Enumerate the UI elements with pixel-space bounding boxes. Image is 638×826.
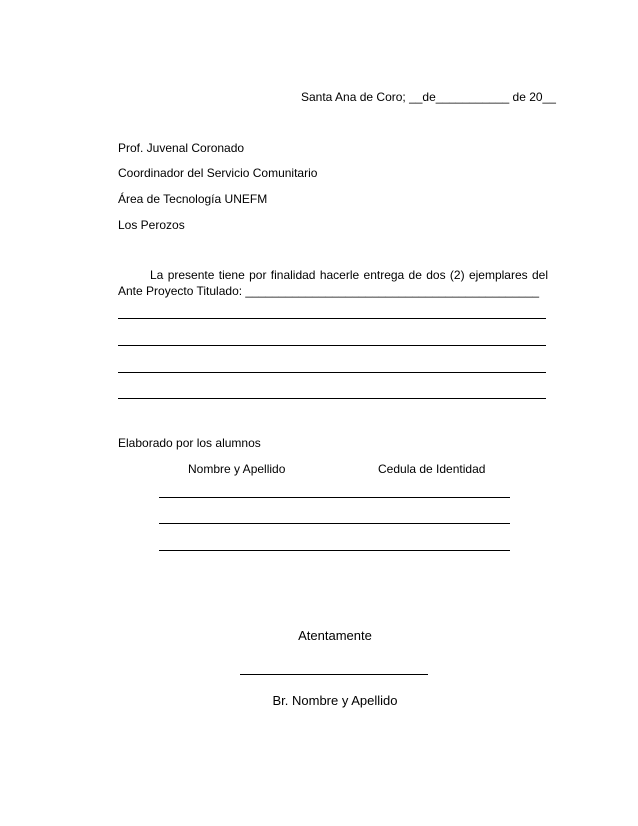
students-heading: Elaborado por los alumnos [118,436,261,450]
column-header-id: Cedula de Identidad [378,462,486,476]
date-line: Santa Ana de Coro; __de___________ de 20__ [301,90,556,104]
student-blank-line [159,550,510,551]
title-blank-line [118,318,546,319]
signature-name: Br. Nombre y Apellido [272,693,398,708]
signature-line [240,674,428,675]
title-blank-line [118,345,546,346]
recipient-area: Área de Tecnología UNEFM [118,192,268,206]
recipient-name: Prof. Juvenal Coronado [118,141,245,155]
closing-farewell: Atentamente [298,628,372,643]
title-blank-line [118,372,546,373]
title-blank-line [118,398,546,399]
student-blank-line [159,497,510,498]
column-header-name: Nombre y Apellido [188,462,286,476]
student-blank-line [159,523,510,524]
body-paragraph-line-2: Ante Proyecto Titulado: ____________________________________________ [118,284,540,298]
body-paragraph-line-1: La presente tiene por finalidad hacerle entrega de dos (2) ejemplares del [150,268,548,282]
recipient-role: Coordinador del Servicio Comunitario [118,166,318,180]
recipient-location: Los Perozos [118,218,185,232]
body-paragraph [118,267,548,299]
